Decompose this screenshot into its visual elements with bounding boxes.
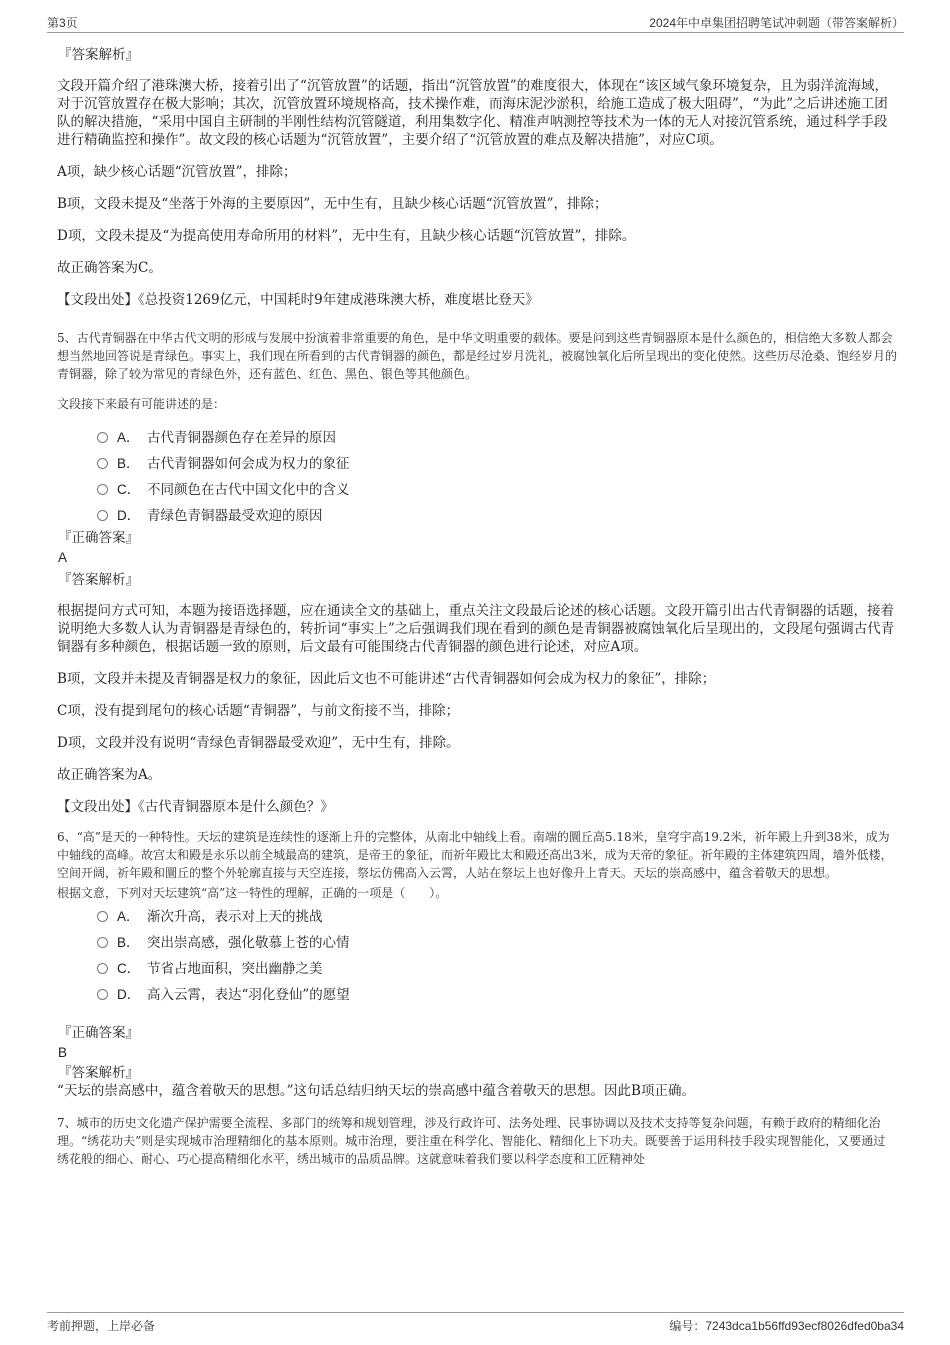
q5-option-b[interactable]: B． 古代青铜器如何会成为权力的象征 [97, 451, 897, 477]
document-code: 编号：7243dca1b56ffd93ecf8026dfed0ba34 [669, 1319, 904, 1333]
analysis-label: 『答案解析』 [58, 47, 139, 63]
q6-analysis-main: “天坛的崇高感中，蕴含着敬天的思想。”这句话总结归纳天坛的崇高感中蕴含着敬天的思想。因此B项正确。 [57, 1083, 695, 1099]
q5-option-c[interactable]: C． 不同颜色在古代中国文化中的含义 [97, 477, 897, 503]
radio-icon[interactable] [97, 911, 108, 922]
q4-conclusion: 故正确答案为C。 [57, 260, 162, 276]
q5-question: 文段接下来最有可能讲述的是： [57, 397, 226, 411]
q5-analysis-b: B项，文段并未提及青铜器是权力的象征，因此后文也不可能讲述“古代青铜器如何会成为权力的象征”，排除； [57, 671, 716, 687]
q5-answer: A [58, 550, 68, 565]
analysis-label: 『答案解析』 [58, 1065, 139, 1081]
page-content [57, 40, 897, 1168]
q5-option-d[interactable]: D． 青绿色青铜器最受欢迎的原因 [97, 503, 897, 529]
q7-stem: 7、城市的历史文化遗产保护需要全流程、多部门的统筹和规划管理，涉及行政许可、法务处理、民事协调以及技术支持等复杂问题，有赖于政府的精细化治理。“绣花功夫”则是实现城市治理精细化的基本原则。城市治理，要注重在科学化、智能化、精细化上下功夫。既要善于运用科技手段实现智能化，又要通过绣花般的细心、耐心、巧心提高精细化水平，绣出城市的品质品牌。这就意味着我们要以科学态度和工匠精神处 [57, 1116, 886, 1166]
radio-icon[interactable] [97, 484, 108, 495]
correct-answer-label: 『正确答案』 [58, 1025, 139, 1041]
page-footer [47, 1312, 904, 1333]
q4-analysis-d: D项，文段未提及“为提高使用寿命所用的材料”，无中生有，且缺少核心话题“沉管放置”，排除。 [57, 228, 636, 244]
q6-option-a[interactable]: A． 渐次升高，表示对上天的挑战 [97, 904, 897, 930]
q5-stem: 5、古代青铜器在中华古代文明的形成与发展中扮演着非常重要的角色，是中华文明重要的载体。要是问到这些青铜器原本是什么颜色的，相信绝大多数人都会想当然地回答说是青绿色。事实上，我们现在所看到的古代青铜器的颜色，都是经过岁月洗礼，被腐蚀氧化后所呈现出的变化使然。这些历尽沧桑、饱经岁月的青铜器，除了较为常见的青绿色外，还有蓝色、红色、黑色、银色等其他颜色。 [57, 331, 898, 381]
radio-icon[interactable] [97, 458, 108, 469]
q6-option-d[interactable]: D． 高入云霄，表达“羽化登仙”的愿望 [97, 982, 897, 1008]
radio-icon[interactable] [97, 989, 108, 1000]
analysis-label: 『答案解析』 [58, 572, 139, 588]
correct-answer-label: 『正确答案』 [58, 530, 139, 546]
q5-conclusion: 故正确答案为A。 [57, 767, 162, 783]
radio-icon[interactable] [97, 963, 108, 974]
q5-analysis-main: 根据提问方式可知，本题为接语选择题，应在通读全文的基础上，重点关注文段最后论述的核心话题。文段开篇引出古代青铜器的话题，接着说明绝大多数人认为青铜器是青绿色的，转折词“事实上”之后强调我们现在看到的颜色是青铜器被腐蚀氧化后呈现出的，文段尾句强调古代青铜器有多种颜色，根据话题一致的原则，后文最有可能围绕古代青铜器的颜色进行论述，对应A项。 [57, 603, 895, 655]
q4-source: 【文段出处】《总投资1269亿元，中国耗时9年建成港珠澳大桥，难度堪比登天》 [57, 292, 539, 308]
q5-option-a[interactable]: A． 古代青铜器颜色存在差异的原因 [97, 425, 897, 451]
document-title: 2024年中卓集团招聘笔试冲刺题（带答案解析） [649, 16, 904, 30]
q6-options [97, 904, 897, 1008]
q6-question: 根据文意，下列对天坛建筑“高”这一特性的理解，正确的一项是（ ）。 [57, 886, 448, 900]
footer-slogan: 考前押题，上岸必备 [47, 1319, 156, 1333]
q4-analysis-main: 文段开篇介绍了港珠澳大桥，接着引出了“沉管放置”的话题，指出“沉管放置”的难度很大，体现在“该区域气象环境复杂，且为弱洋流海域，对于沉管放置存在极大影响；其次，沉管放置环境规格高，技术操作难，而海床泥沙淤积，给施工造成了极大阻碍”，“为此”之后讲述施工团队的解决措施，“采用中国自主研制的半刚性结构沉管隧道，利用集数字化、精准声呐测控等技术为一体的无人对接沉管系统，通过科学手段进行精确监控和操作”。故文段的核心话题为“沉管放置”，主要介绍了“沉管放置的难点及解决措施”，对应C项。 [57, 78, 889, 148]
q4-analysis-b: B项，文段未提及“坐落于外海的主要原因”，无中生有，且缺少核心话题“沉管放置”，排除； [57, 196, 608, 212]
q6-answer: B [58, 1045, 68, 1060]
page-header [47, 12, 904, 33]
q6-option-c[interactable]: C． 节省占地面积，突出幽静之美 [97, 956, 897, 982]
q4-analysis-a: A项，缺少核心话题“沉管放置”，排除； [57, 164, 297, 180]
radio-icon[interactable] [97, 432, 108, 443]
q5-source: 【文段出处】《古代青铜器原本是什么颜色？》 [57, 799, 334, 815]
q5-analysis-d: D项，文段并没有说明“青绿色青铜器最受欢迎”，无中生有，排除。 [57, 735, 460, 751]
page-number: 第3页 [47, 16, 78, 30]
radio-icon[interactable] [97, 510, 108, 521]
q6-stem: 6、“高”是天的一种特性。天坛的建筑是连续性的逐渐上升的完整体，从南北中轴线上看。南端的圜丘高5.18米，皇穹宇高19.2米，祈年殿上升到38米，成为中轴线的高峰。故宫太和殿是永乐以前全城最高的建筑，是帝王的象征，而祈年殿比太和殿还高出3米，成为天帝的象征。祈年殿的主体建筑四周，墙外低楼，空间开阔，祈年殿和圜丘的整个外轮廓直接与天空连接，祭坛仿佛高入云霄，人站在祭坛上也好像升上青天。天坛的崇高感中，蕴含着敬天的思想。 [57, 830, 893, 880]
q5-options [97, 425, 897, 529]
radio-icon[interactable] [97, 937, 108, 948]
q5-analysis-c: C项，没有提到尾句的核心话题“青铜器”，与前文衔接不当，排除； [57, 703, 460, 719]
q6-option-b[interactable]: B． 突出崇高感，强化敬慕上苍的心情 [97, 930, 897, 956]
